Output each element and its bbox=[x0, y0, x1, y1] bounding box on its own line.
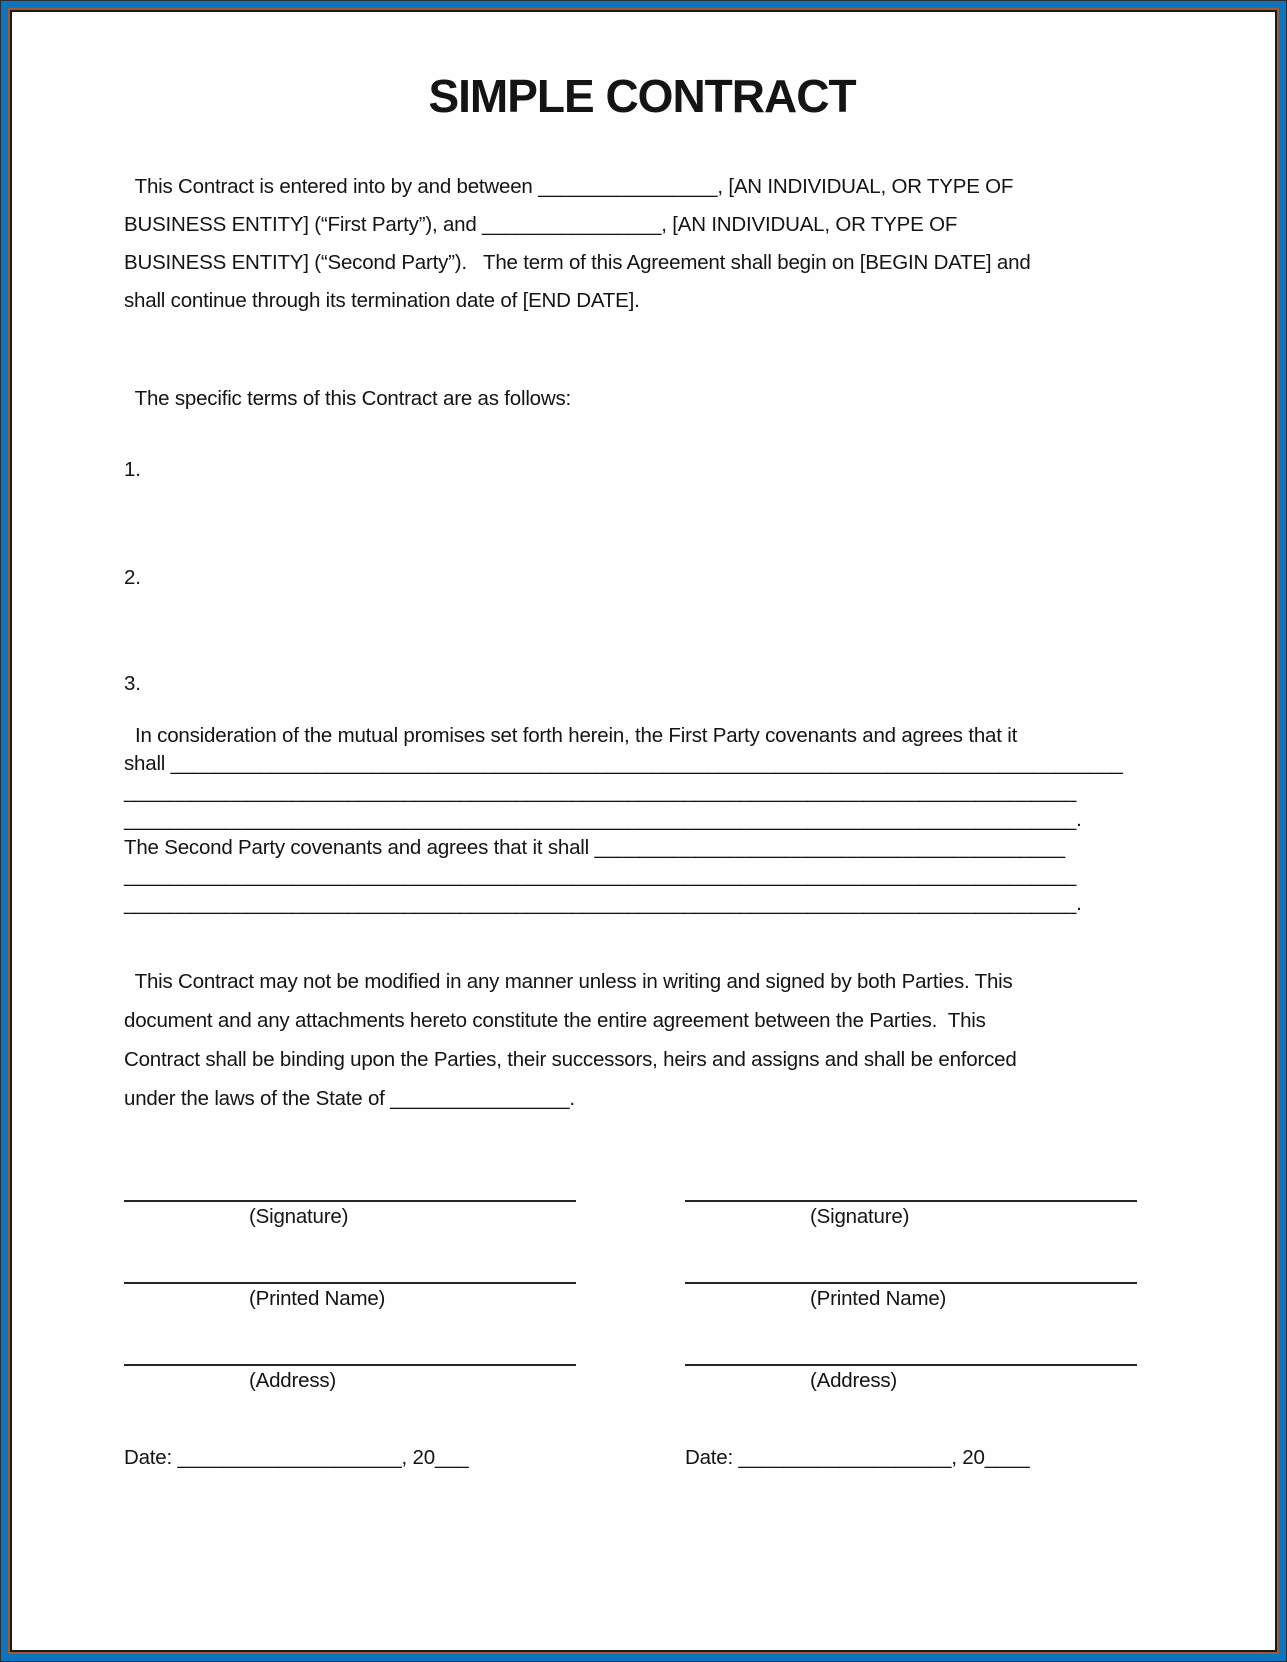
covenant-line-2: shall _____________________________________________________________________________________ bbox=[124, 752, 1123, 775]
first-party-date-line: Date: ____________________, 20___ bbox=[124, 1446, 469, 1469]
modification-line-1: This Contract may not be modified in any manner unless in writing and signed by both Parties. This bbox=[124, 970, 1013, 993]
first-party-signature-label: (Signature) bbox=[249, 1205, 349, 1228]
second-party-signature-line bbox=[685, 1186, 1137, 1202]
intro-line-4: shall continue through its termination date of [END DATE]. bbox=[124, 289, 640, 312]
black-frame-line bbox=[10, 10, 1277, 1652]
intro-line-1: This Contract is entered into by and between ________________, [AN INDIVIDUAL, OR TYPE OF bbox=[124, 175, 1014, 198]
covenant-line-3: _____________________________________________________________________________________ bbox=[124, 780, 1077, 803]
covenant-line-7: _____________________________________________________________________________________. bbox=[124, 892, 1082, 915]
modification-paragraph bbox=[124, 962, 1160, 1118]
second-party-date-line: Date: ___________________, 20____ bbox=[685, 1446, 1030, 1469]
modification-line-3: Contract shall be binding upon the Parties, their successors, heirs and assigns and shall be enforced bbox=[124, 1048, 1017, 1071]
covenant-line-5: The Second Party covenants and agrees that it shall __________________________________________ bbox=[124, 836, 1065, 859]
signature-section bbox=[124, 1186, 1160, 1472]
first-party-signature-line bbox=[124, 1186, 576, 1202]
modification-line-4: under the laws of the State of ________________. bbox=[124, 1087, 575, 1110]
second-party-signature-block bbox=[685, 1186, 1137, 1472]
intro-paragraph bbox=[124, 168, 1160, 320]
sienna-frame-line bbox=[8, 8, 1279, 1654]
first-party-printed-name-line bbox=[124, 1268, 576, 1284]
first-party-printed-name-label: (Printed Name) bbox=[249, 1287, 386, 1310]
term-item-1: 1. bbox=[124, 458, 141, 481]
second-party-address-line bbox=[685, 1350, 1137, 1366]
term-item-3: 3. bbox=[124, 672, 141, 695]
intro-line-2: BUSINESS ENTITY] (“First Party”), and ________________, [AN INDIVIDUAL, OR TYPE OF bbox=[124, 213, 958, 236]
intro-line-3: BUSINESS ENTITY] (“Second Party”). The term of this Agreement shall begin on [BEGIN DATE] and bbox=[124, 251, 1031, 274]
covenant-line-1: In consideration of the mutual promises set forth herein, the First Party covenants and agrees that it bbox=[124, 724, 1018, 747]
covenant-paragraph bbox=[124, 722, 1160, 918]
covenant-line-4: _____________________________________________________________________________________. bbox=[124, 808, 1082, 831]
first-party-address-line bbox=[124, 1350, 576, 1366]
first-party-address-label: (Address) bbox=[249, 1369, 337, 1392]
covenant-line-6: _____________________________________________________________________________________ bbox=[124, 864, 1077, 887]
second-party-printed-name-label: (Printed Name) bbox=[810, 1287, 947, 1310]
second-party-signature-label: (Signature) bbox=[810, 1205, 910, 1228]
second-party-printed-name-line bbox=[685, 1268, 1137, 1284]
page-title: SIMPLE CONTRACT bbox=[428, 70, 856, 122]
second-party-address-label: (Address) bbox=[810, 1369, 898, 1392]
modification-line-2: document and any attachments hereto constitute the entire agreement between the Parties. This bbox=[124, 1009, 986, 1032]
contract-document bbox=[12, 70, 1275, 1652]
first-party-signature-block bbox=[124, 1186, 576, 1472]
term-item-2: 2. bbox=[124, 566, 141, 589]
specific-terms-intro: The specific terms of this Contract are as follows: bbox=[124, 387, 572, 410]
